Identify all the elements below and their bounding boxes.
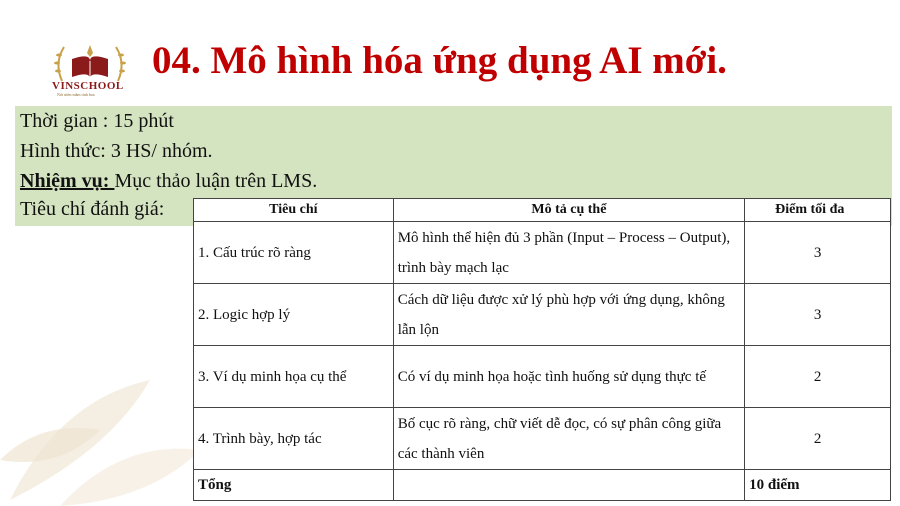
description-cell: Mô hình thể hiện đủ 3 phần (Input – Process – Output), trình bày mạch lạc <box>393 222 744 284</box>
task-label: Nhiệm vụ: <box>20 170 115 192</box>
time-line: Thời gian : 15 phút <box>20 110 174 132</box>
score-cell: 2 <box>745 346 891 408</box>
total-description <box>393 470 744 501</box>
logo-wordmark: VINSCHOOL <box>52 80 124 92</box>
criterion-cell: 4. Trình bày, hợp tác <box>194 408 394 470</box>
table-row <box>194 222 891 284</box>
table-header-row <box>194 199 891 222</box>
format-line: Hình thức: 3 HS/ nhóm. <box>20 140 213 162</box>
criterion-cell: 3. Ví dụ minh họa cụ thể <box>194 346 394 408</box>
description-cell: Có ví dụ minh họa hoặc tình huống sử dụng thực tế <box>393 346 744 408</box>
table-row <box>194 408 891 470</box>
criteria-table <box>193 198 891 501</box>
score-cell: 2 <box>745 408 891 470</box>
criterion-cell: 2. Logic hợp lý <box>194 284 394 346</box>
total-row <box>194 470 891 501</box>
score-cell: 3 <box>745 222 891 284</box>
header-description: Mô tả cụ thể <box>393 199 744 222</box>
table-row <box>194 284 891 346</box>
total-label: Tổng <box>194 470 394 501</box>
task-text: Mục thảo luận trên LMS. <box>114 170 318 192</box>
criteria-label: Tiêu chí đánh giá: <box>20 198 165 220</box>
header-max-score: Điểm tối đa <box>745 199 891 222</box>
description-cell: Bố cục rõ ràng, chữ viết dễ đọc, có sự phân công giữa các thành viên <box>393 408 744 470</box>
slide-title: 04. Mô hình hóa ứng dụng AI mới. <box>152 39 727 82</box>
total-score: 10 điểm <box>745 470 891 501</box>
table-row <box>194 346 891 408</box>
description-cell: Cách dữ liệu được xử lý phù hợp với ứng dụng, không lẫn lộn <box>393 284 744 346</box>
logo-tagline: Nơi ươm mầm tinh hoa <box>57 92 95 97</box>
score-cell: 3 <box>745 284 891 346</box>
header-criterion: Tiêu chí <box>194 199 394 222</box>
task-line <box>20 170 317 193</box>
criterion-cell: 1. Cấu trúc rõ ràng <box>194 222 394 284</box>
